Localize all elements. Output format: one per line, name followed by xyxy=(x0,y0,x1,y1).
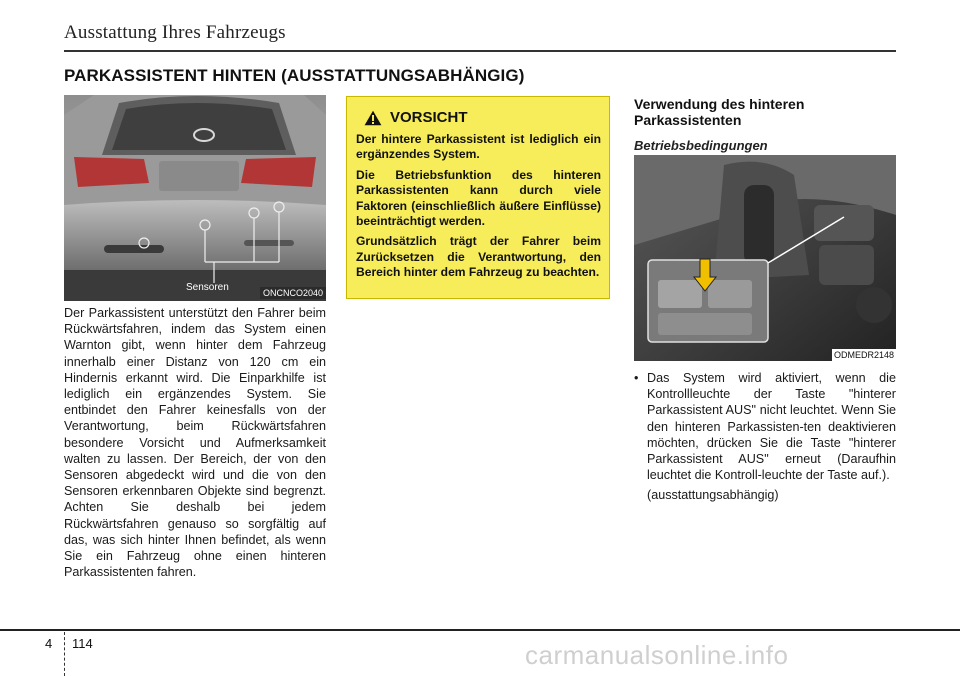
footer-dashed-divider xyxy=(64,632,65,676)
bullet-text: Das System wird aktiviert, wenn die Kontrollleuchte der Taste "hinterer Parkassistent AUS" nicht leuchtet. Wenn Sie den hinteren Parkassisten-ten deaktivieren möchten, drücken Sie die Taste "hinterer Parkassistent AUS" erneut (Daraufhin leuchtet die Kontroll-leuchte der Taste auf.). xyxy=(647,371,896,483)
rear-bumper-sensors-figure xyxy=(64,95,326,301)
watermark: carmanualsonline.info xyxy=(525,640,789,670)
caution-paragraph-3: Grundsätzlich trägt der Fahrer beim Zurücksetzen die Verantwortung, den Bereich hinter dem Fahrzeug zu beachten. xyxy=(356,234,601,280)
footer-divider xyxy=(0,629,960,631)
page-number: 114 xyxy=(72,636,93,651)
bullet-list xyxy=(634,370,896,504)
caution-paragraph-2: Die Betriebsfunktion des hinteren Parkassistenten kann durch viele Faktoren (einschließlich äußere Einflüsse) beeinträchtigt werden. xyxy=(356,167,601,229)
figure-code: ODMEDR2148 xyxy=(833,350,894,360)
usage-subheading: Betriebsbedingungen xyxy=(634,138,768,153)
console-button-figure xyxy=(634,155,896,361)
center-console-illustration xyxy=(634,155,896,361)
figure-code: ONCNCO2040 xyxy=(260,287,326,299)
caution-title: VORSICHT xyxy=(390,109,468,126)
header-divider xyxy=(64,50,896,52)
rear-car-illustration xyxy=(64,95,326,301)
caution-paragraph-1: Der hintere Parkassistent ist lediglich ein ergänzendes System. xyxy=(356,132,601,162)
usage-heading: Verwendung des hinteren Parkassistenten xyxy=(634,96,805,128)
chapter-number: 4 xyxy=(45,636,53,651)
list-item xyxy=(634,370,896,483)
equipment-note: (ausstattungsabhängig) xyxy=(647,488,779,503)
section-title: PARKASSISTENT HINTEN (AUSSTATTUNGSABHÄNGIG) xyxy=(64,66,525,85)
page-header-title: Ausstattung Ihres Fahrzeugs xyxy=(64,22,286,43)
warning-triangle-icon xyxy=(364,110,382,126)
intro-paragraph: Der Parkassistent unterstützt den Fahrer beim Rückwärtsfahren, indem das System einen Warnton gibt, wenn hinter dem Fahrzeug innerhalb einer Distanz von 120 cm ein Hindernis erkannt wird. Die Einparkhilfe ist lediglich ein ergänzendes System. Sie entbindet den Fahrer keinesfalls von der Verantwortung, beim Rückwärtsfahren besondere Vorsicht und Aufmerksamkeit walten zu lassen. Der Bereich, der von den Sensoren abgedeckt wird und die von den Sensoren erkennbaren Objekte sind begrenzt. Achten Sie deshalb bei jedem Rückwärtsfahren genauso so sorgfältig auf das, was sich hinter Ihnen befindet, als wenn Sie ein Fahrzeug ohne einen hinteren Parkassistenten fahren. xyxy=(64,306,326,580)
usage-section xyxy=(634,96,896,153)
sensors-label: Sensoren xyxy=(186,282,229,293)
caution-box xyxy=(346,96,610,299)
bullet-dot: • xyxy=(634,371,639,385)
